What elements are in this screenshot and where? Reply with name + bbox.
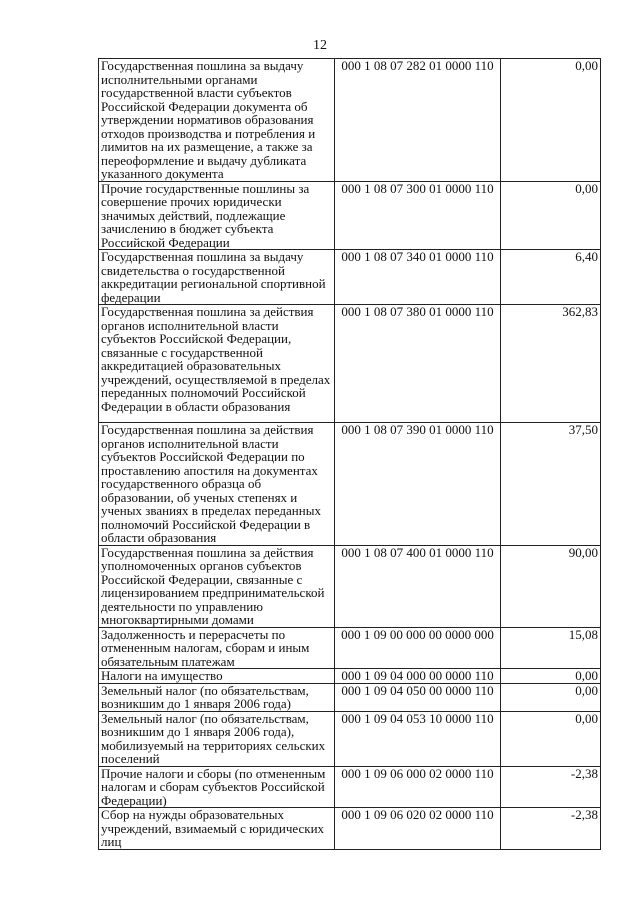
table-row <box>99 766 601 808</box>
row-description: Земельный налог (по обязательствам, возникшим до 1 января 2006 года) <box>101 683 309 711</box>
table-row <box>99 627 601 669</box>
row-description-cell <box>99 711 335 766</box>
row-description-cell <box>99 250 335 305</box>
table-row <box>99 683 601 711</box>
revenue-table-body <box>99 59 601 850</box>
row-description-cell <box>99 683 335 711</box>
row-amount: 90,00 <box>501 545 601 627</box>
row-code: 000 1 08 07 282 01 0000 110 <box>335 59 501 182</box>
row-code: 000 1 09 04 050 00 0000 110 <box>335 683 501 711</box>
row-description-cell <box>99 305 335 423</box>
row-description: Сбор на нужды образовательных учреждений, взимаемый с юридических лиц <box>101 807 325 849</box>
row-amount: 15,08 <box>501 627 601 669</box>
row-description: Государственная пошлина за действия уполномоченных органов субъектов Российской Федерации, связанные с лицензированием предпринимательской деятельности по управлению многоквартирными домами <box>101 545 325 627</box>
row-code: 000 1 08 07 390 01 0000 110 <box>335 423 501 546</box>
row-code: 000 1 09 04 053 10 0000 110 <box>335 711 501 766</box>
row-description-cell <box>99 545 335 627</box>
table-row <box>99 59 601 182</box>
row-description: Земельный налог (по обязательствам, возникшим до 1 января 2006 года), мобилизуемый на территориях сельских поселений <box>101 711 326 766</box>
row-description-cell <box>99 181 335 250</box>
row-description: Государственная пошлина за действия органов исполнительной власти субъектов Российской Федерации, связанные с государственной аккредитацией образовательных учреждений, осуществляемой в пределах переданных полномочий Российской Федерации в области образования <box>101 304 331 414</box>
row-description: Задолженность и перерасчеты по отмененным налогам, сборам и иным обязательным платежам <box>101 627 310 669</box>
row-code: 000 1 08 07 400 01 0000 110 <box>335 545 501 627</box>
row-description-cell <box>99 627 335 669</box>
row-description: Государственная пошлина за выдачу исполнительными органами государственной власти субъектов Российской Федерации документа об утверждении нормативов образования отходов производства и потребления и лимитов на их размещение, а также за переоформление и выдачу дубликата указанного документа <box>101 58 316 181</box>
page-number: 12 <box>313 38 327 53</box>
row-amount: 0,00 <box>501 181 601 250</box>
table-row <box>99 669 601 684</box>
row-description-cell <box>99 59 335 182</box>
row-amount: 6,40 <box>501 250 601 305</box>
row-code: 000 1 09 06 000 02 0000 110 <box>335 766 501 808</box>
row-amount: 37,50 <box>501 423 601 546</box>
row-description-cell <box>99 669 335 684</box>
row-amount: 0,00 <box>501 59 601 182</box>
table-row <box>99 305 601 423</box>
row-code: 000 1 08 07 340 01 0000 110 <box>335 250 501 305</box>
row-code: 000 1 09 06 020 02 0000 110 <box>335 808 501 850</box>
table-row <box>99 250 601 305</box>
table-row <box>99 181 601 250</box>
table-row <box>99 711 601 766</box>
row-description: Государственная пошлина за выдачу свидетельства о государственной аккредитации региональной спортивной федерации <box>101 249 326 305</box>
row-description: Прочие налоги и сборы (по отмененным налогам и сборам субъектов Российской Федерации) <box>101 766 326 808</box>
row-code: 000 1 08 07 380 01 0000 110 <box>335 305 501 423</box>
row-amount: 0,00 <box>501 711 601 766</box>
row-description-cell <box>99 423 335 546</box>
row-amount: 0,00 <box>501 683 601 711</box>
row-code: 000 1 09 00 000 00 0000 000 <box>335 627 501 669</box>
row-amount: 0,00 <box>501 669 601 684</box>
row-amount: 362,83 <box>501 305 601 423</box>
row-description-cell <box>99 808 335 850</box>
table-row <box>99 545 601 627</box>
table-row <box>99 808 601 850</box>
table-row <box>99 423 601 546</box>
row-amount: -2,38 <box>501 808 601 850</box>
row-description: Прочие государственные пошлины за совершение прочих юридически значимых действий, подлежащие зачислению в бюджет субъекта Российской Федерации <box>101 181 310 250</box>
row-amount: -2,38 <box>501 766 601 808</box>
row-description: Налоги на имущество <box>101 668 223 683</box>
row-code: 000 1 09 04 000 00 0000 110 <box>335 669 501 684</box>
revenue-table <box>98 58 601 850</box>
row-description-cell <box>99 766 335 808</box>
row-code: 000 1 08 07 300 01 0000 110 <box>335 181 501 250</box>
row-description: Государственная пошлина за действия органов исполнительной власти субъектов Российской Федерации по проставлению апостиля на документах государственного образца об образовании, об ученых степенях и ученых званиях в пределах переданных полномочий Российской Федерации в области образования <box>101 422 321 545</box>
